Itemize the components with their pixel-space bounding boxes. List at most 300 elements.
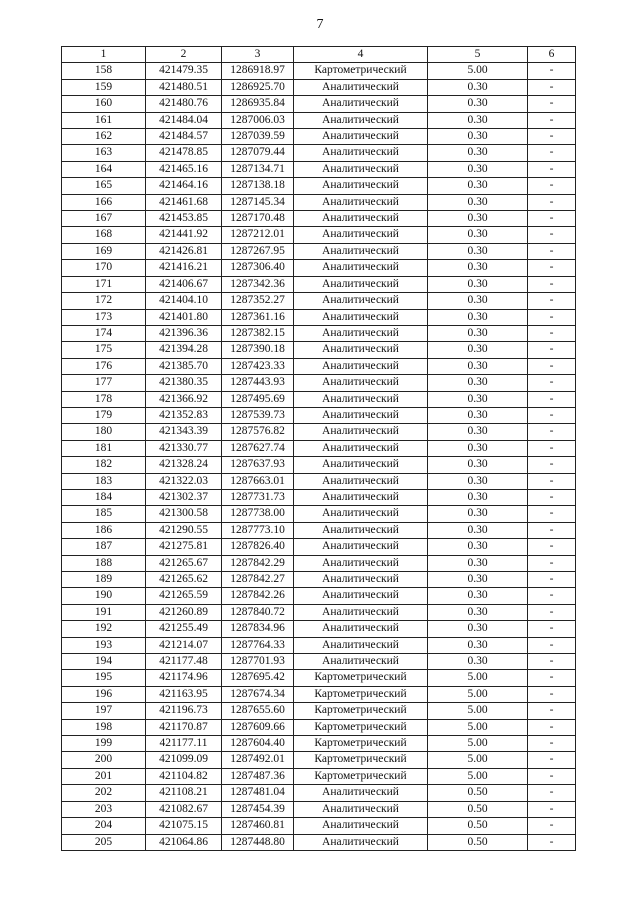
method-cell: Аналитический: [294, 276, 428, 292]
point-number-cell: 194: [62, 654, 146, 670]
point-number-cell: 177: [62, 375, 146, 391]
accuracy-cell: 5.00: [428, 719, 528, 735]
description-cell: -: [528, 752, 576, 768]
accuracy-cell: 0.30: [428, 473, 528, 489]
point-number-cell: 189: [62, 572, 146, 588]
y-coordinate-cell: 1287361.16: [222, 309, 294, 325]
column-header-description: 6: [528, 47, 576, 63]
y-coordinate-cell: 1287306.40: [222, 260, 294, 276]
point-number-cell: 167: [62, 211, 146, 227]
x-coordinate-cell: 421275.81: [146, 539, 222, 555]
description-cell: -: [528, 211, 576, 227]
description-cell: -: [528, 145, 576, 161]
accuracy-cell: 0.30: [428, 489, 528, 505]
x-coordinate-cell: 421255.49: [146, 621, 222, 637]
y-coordinate-cell: 1287738.00: [222, 506, 294, 522]
y-coordinate-cell: 1287134.71: [222, 161, 294, 177]
accuracy-cell: 0.30: [428, 539, 528, 555]
table-row: [62, 637, 576, 653]
table-row: [62, 768, 576, 784]
point-number-cell: 196: [62, 686, 146, 702]
accuracy-cell: 0.30: [428, 129, 528, 145]
point-number-cell: 166: [62, 194, 146, 210]
table-row: [62, 834, 576, 850]
accuracy-cell: 0.30: [428, 424, 528, 440]
method-cell: Аналитический: [294, 572, 428, 588]
description-cell: -: [528, 834, 576, 850]
method-cell: Аналитический: [294, 96, 428, 112]
description-cell: -: [528, 96, 576, 112]
method-cell: Картометрический: [294, 752, 428, 768]
description-cell: -: [528, 276, 576, 292]
method-cell: Аналитический: [294, 309, 428, 325]
point-number-cell: 184: [62, 489, 146, 505]
method-cell: Аналитический: [294, 785, 428, 801]
point-number-cell: 185: [62, 506, 146, 522]
accuracy-cell: 0.30: [428, 342, 528, 358]
point-number-cell: 199: [62, 736, 146, 752]
table-row: [62, 129, 576, 145]
y-coordinate-cell: 1287006.03: [222, 112, 294, 128]
table-row: [62, 621, 576, 637]
table-row: [62, 342, 576, 358]
accuracy-cell: 5.00: [428, 63, 528, 79]
accuracy-cell: 0.50: [428, 834, 528, 850]
x-coordinate-cell: 421108.21: [146, 785, 222, 801]
point-number-cell: 201: [62, 768, 146, 784]
table-row: [62, 325, 576, 341]
table-row: [62, 473, 576, 489]
description-cell: -: [528, 342, 576, 358]
y-coordinate-cell: 1287604.40: [222, 736, 294, 752]
column-header-point-number: 1: [62, 47, 146, 63]
x-coordinate-cell: 421464.16: [146, 178, 222, 194]
y-coordinate-cell: 1287834.96: [222, 621, 294, 637]
x-coordinate-cell: 421479.35: [146, 63, 222, 79]
description-cell: -: [528, 129, 576, 145]
point-number-cell: 169: [62, 243, 146, 259]
point-number-cell: 186: [62, 522, 146, 538]
table-row: [62, 276, 576, 292]
method-cell: Картометрический: [294, 719, 428, 735]
accuracy-cell: 0.30: [428, 572, 528, 588]
column-header-accuracy: 5: [428, 47, 528, 63]
x-coordinate-cell: 421099.09: [146, 752, 222, 768]
table-row: [62, 194, 576, 210]
method-cell: Аналитический: [294, 604, 428, 620]
description-cell: -: [528, 440, 576, 456]
table-row: [62, 178, 576, 194]
description-cell: -: [528, 621, 576, 637]
x-coordinate-cell: 421177.11: [146, 736, 222, 752]
accuracy-cell: 0.30: [428, 604, 528, 620]
x-coordinate-cell: 421290.55: [146, 522, 222, 538]
description-cell: -: [528, 604, 576, 620]
table-row: [62, 686, 576, 702]
x-coordinate-cell: 421484.57: [146, 129, 222, 145]
y-coordinate-cell: 1287655.60: [222, 703, 294, 719]
x-coordinate-cell: 421366.92: [146, 391, 222, 407]
y-coordinate-cell: 1287842.26: [222, 588, 294, 604]
point-number-cell: 159: [62, 79, 146, 95]
method-cell: Аналитический: [294, 358, 428, 374]
point-number-cell: 162: [62, 129, 146, 145]
accuracy-cell: 5.00: [428, 752, 528, 768]
y-coordinate-cell: 1287039.59: [222, 129, 294, 145]
accuracy-cell: 0.30: [428, 276, 528, 292]
description-cell: -: [528, 375, 576, 391]
point-number-cell: 204: [62, 818, 146, 834]
table-row: [62, 293, 576, 309]
x-coordinate-cell: 421265.67: [146, 555, 222, 571]
method-cell: Аналитический: [294, 522, 428, 538]
method-cell: Аналитический: [294, 145, 428, 161]
accuracy-cell: 0.30: [428, 112, 528, 128]
table-row: [62, 703, 576, 719]
description-cell: -: [528, 572, 576, 588]
accuracy-cell: 0.30: [428, 211, 528, 227]
description-cell: -: [528, 112, 576, 128]
method-cell: Аналитический: [294, 473, 428, 489]
table-row: [62, 79, 576, 95]
accuracy-cell: 0.50: [428, 801, 528, 817]
accuracy-cell: 0.30: [428, 391, 528, 407]
y-coordinate-cell: 1287352.27: [222, 293, 294, 309]
table-row: [62, 818, 576, 834]
x-coordinate-cell: 421404.10: [146, 293, 222, 309]
table-row: [62, 161, 576, 177]
method-cell: Аналитический: [294, 424, 428, 440]
point-number-cell: 178: [62, 391, 146, 407]
description-cell: -: [528, 506, 576, 522]
accuracy-cell: 0.30: [428, 555, 528, 571]
point-number-cell: 158: [62, 63, 146, 79]
method-cell: Картометрический: [294, 670, 428, 686]
x-coordinate-cell: 421196.73: [146, 703, 222, 719]
x-coordinate-cell: 421465.16: [146, 161, 222, 177]
x-coordinate-cell: 421214.07: [146, 637, 222, 653]
table-row: [62, 506, 576, 522]
x-coordinate-cell: 421416.21: [146, 260, 222, 276]
x-coordinate-cell: 421352.83: [146, 407, 222, 423]
x-coordinate-cell: 421441.92: [146, 227, 222, 243]
y-coordinate-cell: 1287701.93: [222, 654, 294, 670]
x-coordinate-cell: 421265.62: [146, 572, 222, 588]
accuracy-cell: 0.30: [428, 260, 528, 276]
y-coordinate-cell: 1287576.82: [222, 424, 294, 440]
x-coordinate-cell: 421343.39: [146, 424, 222, 440]
description-cell: -: [528, 801, 576, 817]
x-coordinate-cell: 421322.03: [146, 473, 222, 489]
x-coordinate-cell: 421302.37: [146, 489, 222, 505]
x-coordinate-cell: 421385.70: [146, 358, 222, 374]
description-cell: -: [528, 736, 576, 752]
table-row: [62, 211, 576, 227]
method-cell: Аналитический: [294, 654, 428, 670]
method-cell: Аналитический: [294, 79, 428, 95]
accuracy-cell: 5.00: [428, 736, 528, 752]
table-row: [62, 407, 576, 423]
accuracy-cell: 0.50: [428, 785, 528, 801]
point-number-cell: 200: [62, 752, 146, 768]
accuracy-cell: 0.30: [428, 588, 528, 604]
accuracy-cell: 0.30: [428, 407, 528, 423]
description-cell: -: [528, 768, 576, 784]
accuracy-cell: 0.30: [428, 506, 528, 522]
description-cell: -: [528, 473, 576, 489]
description-cell: -: [528, 719, 576, 735]
y-coordinate-cell: 1287627.74: [222, 440, 294, 456]
table-header: [62, 47, 576, 63]
table-row: [62, 260, 576, 276]
page-number: 7: [316, 17, 324, 32]
y-coordinate-cell: 1287443.93: [222, 375, 294, 391]
x-coordinate-cell: 421426.81: [146, 243, 222, 259]
method-cell: Аналитический: [294, 407, 428, 423]
description-cell: -: [528, 457, 576, 473]
y-coordinate-cell: 1287609.66: [222, 719, 294, 735]
table-row: [62, 572, 576, 588]
y-coordinate-cell: 1287481.04: [222, 785, 294, 801]
description-cell: -: [528, 391, 576, 407]
x-coordinate-cell: 421174.96: [146, 670, 222, 686]
description-cell: -: [528, 178, 576, 194]
y-coordinate-cell: 1287842.27: [222, 572, 294, 588]
table-row: [62, 719, 576, 735]
point-number-cell: 170: [62, 260, 146, 276]
table-row: [62, 309, 576, 325]
method-cell: Картометрический: [294, 703, 428, 719]
x-coordinate-cell: 421265.59: [146, 588, 222, 604]
method-cell: Аналитический: [294, 112, 428, 128]
point-number-cell: 174: [62, 325, 146, 341]
accuracy-cell: 5.00: [428, 768, 528, 784]
method-cell: Аналитический: [294, 489, 428, 505]
x-coordinate-cell: 421394.28: [146, 342, 222, 358]
y-coordinate-cell: 1287637.93: [222, 457, 294, 473]
y-coordinate-cell: 1287460.81: [222, 818, 294, 834]
accuracy-cell: 0.30: [428, 522, 528, 538]
y-coordinate-cell: 1287212.01: [222, 227, 294, 243]
description-cell: -: [528, 63, 576, 79]
description-cell: -: [528, 670, 576, 686]
x-coordinate-cell: 421406.67: [146, 276, 222, 292]
x-coordinate-cell: 421328.24: [146, 457, 222, 473]
method-cell: Аналитический: [294, 178, 428, 194]
table-row: [62, 489, 576, 505]
y-coordinate-cell: 1287773.10: [222, 522, 294, 538]
point-number-cell: 182: [62, 457, 146, 473]
column-header-method: 4: [294, 47, 428, 63]
x-coordinate-cell: 421330.77: [146, 440, 222, 456]
table-row: [62, 555, 576, 571]
accuracy-cell: 0.30: [428, 457, 528, 473]
table-body: [62, 63, 576, 851]
method-cell: Аналитический: [294, 211, 428, 227]
table-row: [62, 604, 576, 620]
point-number-cell: 187: [62, 539, 146, 555]
description-cell: -: [528, 243, 576, 259]
description-cell: -: [528, 489, 576, 505]
y-coordinate-cell: 1287663.01: [222, 473, 294, 489]
y-coordinate-cell: 1287674.34: [222, 686, 294, 702]
method-cell: Аналитический: [294, 227, 428, 243]
table-row: [62, 588, 576, 604]
description-cell: -: [528, 703, 576, 719]
table-row: [62, 112, 576, 128]
table-row: [62, 243, 576, 259]
y-coordinate-cell: 1287138.18: [222, 178, 294, 194]
point-number-cell: 193: [62, 637, 146, 653]
description-cell: -: [528, 79, 576, 95]
x-coordinate-cell: 421104.82: [146, 768, 222, 784]
accuracy-cell: 5.00: [428, 670, 528, 686]
point-number-cell: 195: [62, 670, 146, 686]
table-row: [62, 358, 576, 374]
method-cell: Аналитический: [294, 457, 428, 473]
table-row: [62, 457, 576, 473]
y-coordinate-cell: 1287170.48: [222, 211, 294, 227]
y-coordinate-cell: 1287454.39: [222, 801, 294, 817]
description-cell: -: [528, 818, 576, 834]
point-number-cell: 161: [62, 112, 146, 128]
point-number-cell: 203: [62, 801, 146, 817]
y-coordinate-cell: 1287492.01: [222, 752, 294, 768]
method-cell: Аналитический: [294, 194, 428, 210]
point-number-cell: 160: [62, 96, 146, 112]
point-number-cell: 165: [62, 178, 146, 194]
point-number-cell: 179: [62, 407, 146, 423]
x-coordinate-cell: 421170.87: [146, 719, 222, 735]
x-coordinate-cell: 421480.51: [146, 79, 222, 95]
accuracy-cell: 0.30: [428, 637, 528, 653]
table-row: [62, 752, 576, 768]
method-cell: Аналитический: [294, 801, 428, 817]
table-row: [62, 440, 576, 456]
table-row: [62, 63, 576, 79]
table-row: [62, 736, 576, 752]
description-cell: -: [528, 522, 576, 538]
description-cell: -: [528, 686, 576, 702]
y-coordinate-cell: 1286935.84: [222, 96, 294, 112]
y-coordinate-cell: 1287382.15: [222, 325, 294, 341]
point-number-cell: 202: [62, 785, 146, 801]
point-number-cell: 197: [62, 703, 146, 719]
point-number-cell: 168: [62, 227, 146, 243]
method-cell: Аналитический: [294, 260, 428, 276]
y-coordinate-cell: 1287423.33: [222, 358, 294, 374]
accuracy-cell: 0.30: [428, 654, 528, 670]
x-coordinate-cell: 421380.35: [146, 375, 222, 391]
y-coordinate-cell: 1287695.42: [222, 670, 294, 686]
accuracy-cell: 0.30: [428, 621, 528, 637]
x-coordinate-cell: 421478.85: [146, 145, 222, 161]
method-cell: Аналитический: [294, 440, 428, 456]
point-number-cell: 180: [62, 424, 146, 440]
accuracy-cell: 0.30: [428, 293, 528, 309]
x-coordinate-cell: 421480.76: [146, 96, 222, 112]
point-number-cell: 183: [62, 473, 146, 489]
y-coordinate-cell: 1287539.73: [222, 407, 294, 423]
description-cell: -: [528, 588, 576, 604]
column-header-y: 3: [222, 47, 294, 63]
accuracy-cell: 0.30: [428, 358, 528, 374]
method-cell: Аналитический: [294, 621, 428, 637]
point-number-cell: 188: [62, 555, 146, 571]
table-row: [62, 801, 576, 817]
point-number-cell: 172: [62, 293, 146, 309]
table-row: [62, 375, 576, 391]
y-coordinate-cell: 1287731.73: [222, 489, 294, 505]
x-coordinate-cell: 421260.89: [146, 604, 222, 620]
accuracy-cell: 0.30: [428, 227, 528, 243]
description-cell: -: [528, 309, 576, 325]
method-cell: Аналитический: [294, 818, 428, 834]
method-cell: Аналитический: [294, 834, 428, 850]
method-cell: Аналитический: [294, 243, 428, 259]
x-coordinate-cell: 421453.85: [146, 211, 222, 227]
y-coordinate-cell: 1286925.70: [222, 79, 294, 95]
coordinates-table: [61, 46, 576, 851]
accuracy-cell: 0.30: [428, 161, 528, 177]
y-coordinate-cell: 1287390.18: [222, 342, 294, 358]
method-cell: Аналитический: [294, 161, 428, 177]
point-number-cell: 205: [62, 834, 146, 850]
description-cell: -: [528, 260, 576, 276]
point-number-cell: 190: [62, 588, 146, 604]
point-number-cell: 191: [62, 604, 146, 620]
method-cell: Аналитический: [294, 588, 428, 604]
table-row: [62, 424, 576, 440]
description-cell: -: [528, 539, 576, 555]
description-cell: -: [528, 293, 576, 309]
point-number-cell: 163: [62, 145, 146, 161]
y-coordinate-cell: 1287448.80: [222, 834, 294, 850]
x-coordinate-cell: 421177.48: [146, 654, 222, 670]
method-cell: Аналитический: [294, 129, 428, 145]
y-coordinate-cell: 1287342.36: [222, 276, 294, 292]
method-cell: Картометрический: [294, 686, 428, 702]
accuracy-cell: 5.00: [428, 686, 528, 702]
table-row: [62, 654, 576, 670]
method-cell: Аналитический: [294, 375, 428, 391]
y-coordinate-cell: 1287840.72: [222, 604, 294, 620]
y-coordinate-cell: 1287145.34: [222, 194, 294, 210]
accuracy-cell: 0.30: [428, 309, 528, 325]
description-cell: -: [528, 555, 576, 571]
description-cell: -: [528, 161, 576, 177]
method-cell: Аналитический: [294, 506, 428, 522]
x-coordinate-cell: 421401.80: [146, 309, 222, 325]
table-row: [62, 391, 576, 407]
y-coordinate-cell: 1287764.33: [222, 637, 294, 653]
point-number-cell: 164: [62, 161, 146, 177]
point-number-cell: 173: [62, 309, 146, 325]
accuracy-cell: 0.30: [428, 194, 528, 210]
accuracy-cell: 0.30: [428, 79, 528, 95]
y-coordinate-cell: 1287495.69: [222, 391, 294, 407]
y-coordinate-cell: 1287826.40: [222, 539, 294, 555]
y-coordinate-cell: 1287079.44: [222, 145, 294, 161]
table-row: [62, 539, 576, 555]
method-cell: Аналитический: [294, 325, 428, 341]
accuracy-cell: 0.30: [428, 178, 528, 194]
point-number-cell: 198: [62, 719, 146, 735]
point-number-cell: 171: [62, 276, 146, 292]
method-cell: Аналитический: [294, 293, 428, 309]
y-coordinate-cell: 1287267.95: [222, 243, 294, 259]
description-cell: -: [528, 358, 576, 374]
